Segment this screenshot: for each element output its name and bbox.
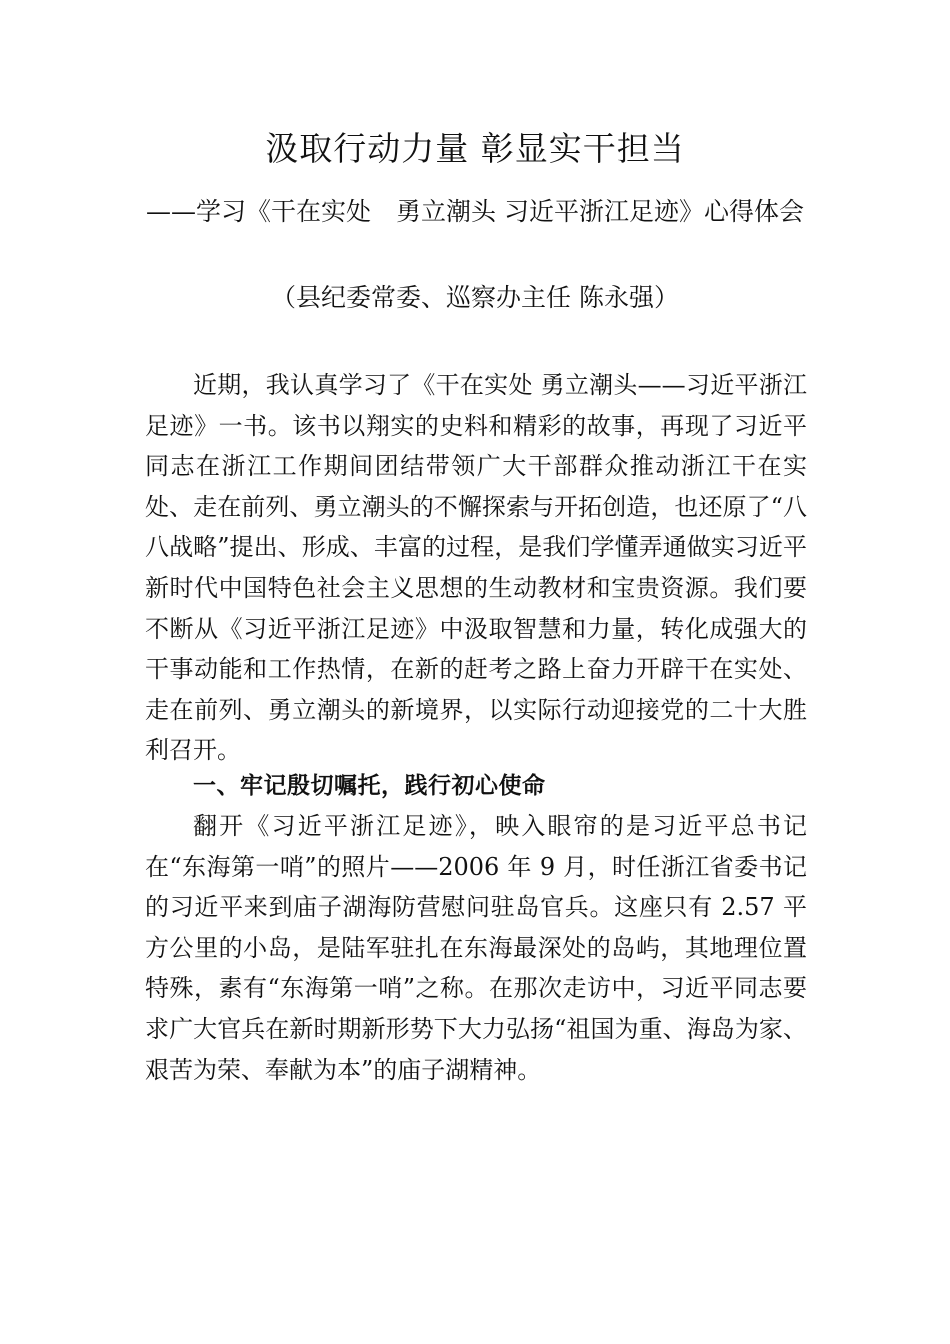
document-title: 汲取行动力量 彰显实干担当 [265,129,685,168]
section-paragraph: 翻开《习近平浙江足迹》，映入眼帘的是习近平总书记在“东海第一哨”的照片——2006 年 9 月，时任浙江省委书记的习近平来到庙子湖海防营慰问驻岛官兵。这座只有 2.57 平方公里的小岛，是陆军驻扎在东海最深处的岛屿，其地理位置特殊，素有“东海第一哨”之称。在那次走访中，习近平同志要求广大官兵在新时期新形势下大力弘扬“祖国为重、海岛为家、艰苦为荣、奉献为本”的庙子湖精神。 [145,812,807,1084]
document-subtitle: ——学习《干在实处 勇立潮头 习近平浙江足迹》心得体会 [146,197,804,226]
intro-paragraph: 近期，我认真学习了《干在实处 勇立潮头——习近平浙江足迹》一书。该书以翔实的史料和精彩的故事，再现了习近平同志在浙江工作期间团结带领广大干部群众推动浙江干在实处、走在前列、勇立潮头的不懈探索与开拓创造，也还原了“八八战略”提出、形成、丰富的过程，是我们学懂弄通做实习近平新时代中国特色社会主义思想的生动教材和宝贵资源。我们要不断从《习近平浙江足迹》中汲取智慧和力量，转化成强大的干事动能和工作热情，在新的赶考之路上奋力开辟干在实处、走在前列、勇立潮头的新境界，以实际行动迎接党的二十大胜利召开。 [145,371,807,765]
section-heading: 一、牢记殷切嘱托，践行初心使命 [193,773,546,799]
author-line: （县纪委常委、巡察办主任 陈永强） [271,283,679,312]
